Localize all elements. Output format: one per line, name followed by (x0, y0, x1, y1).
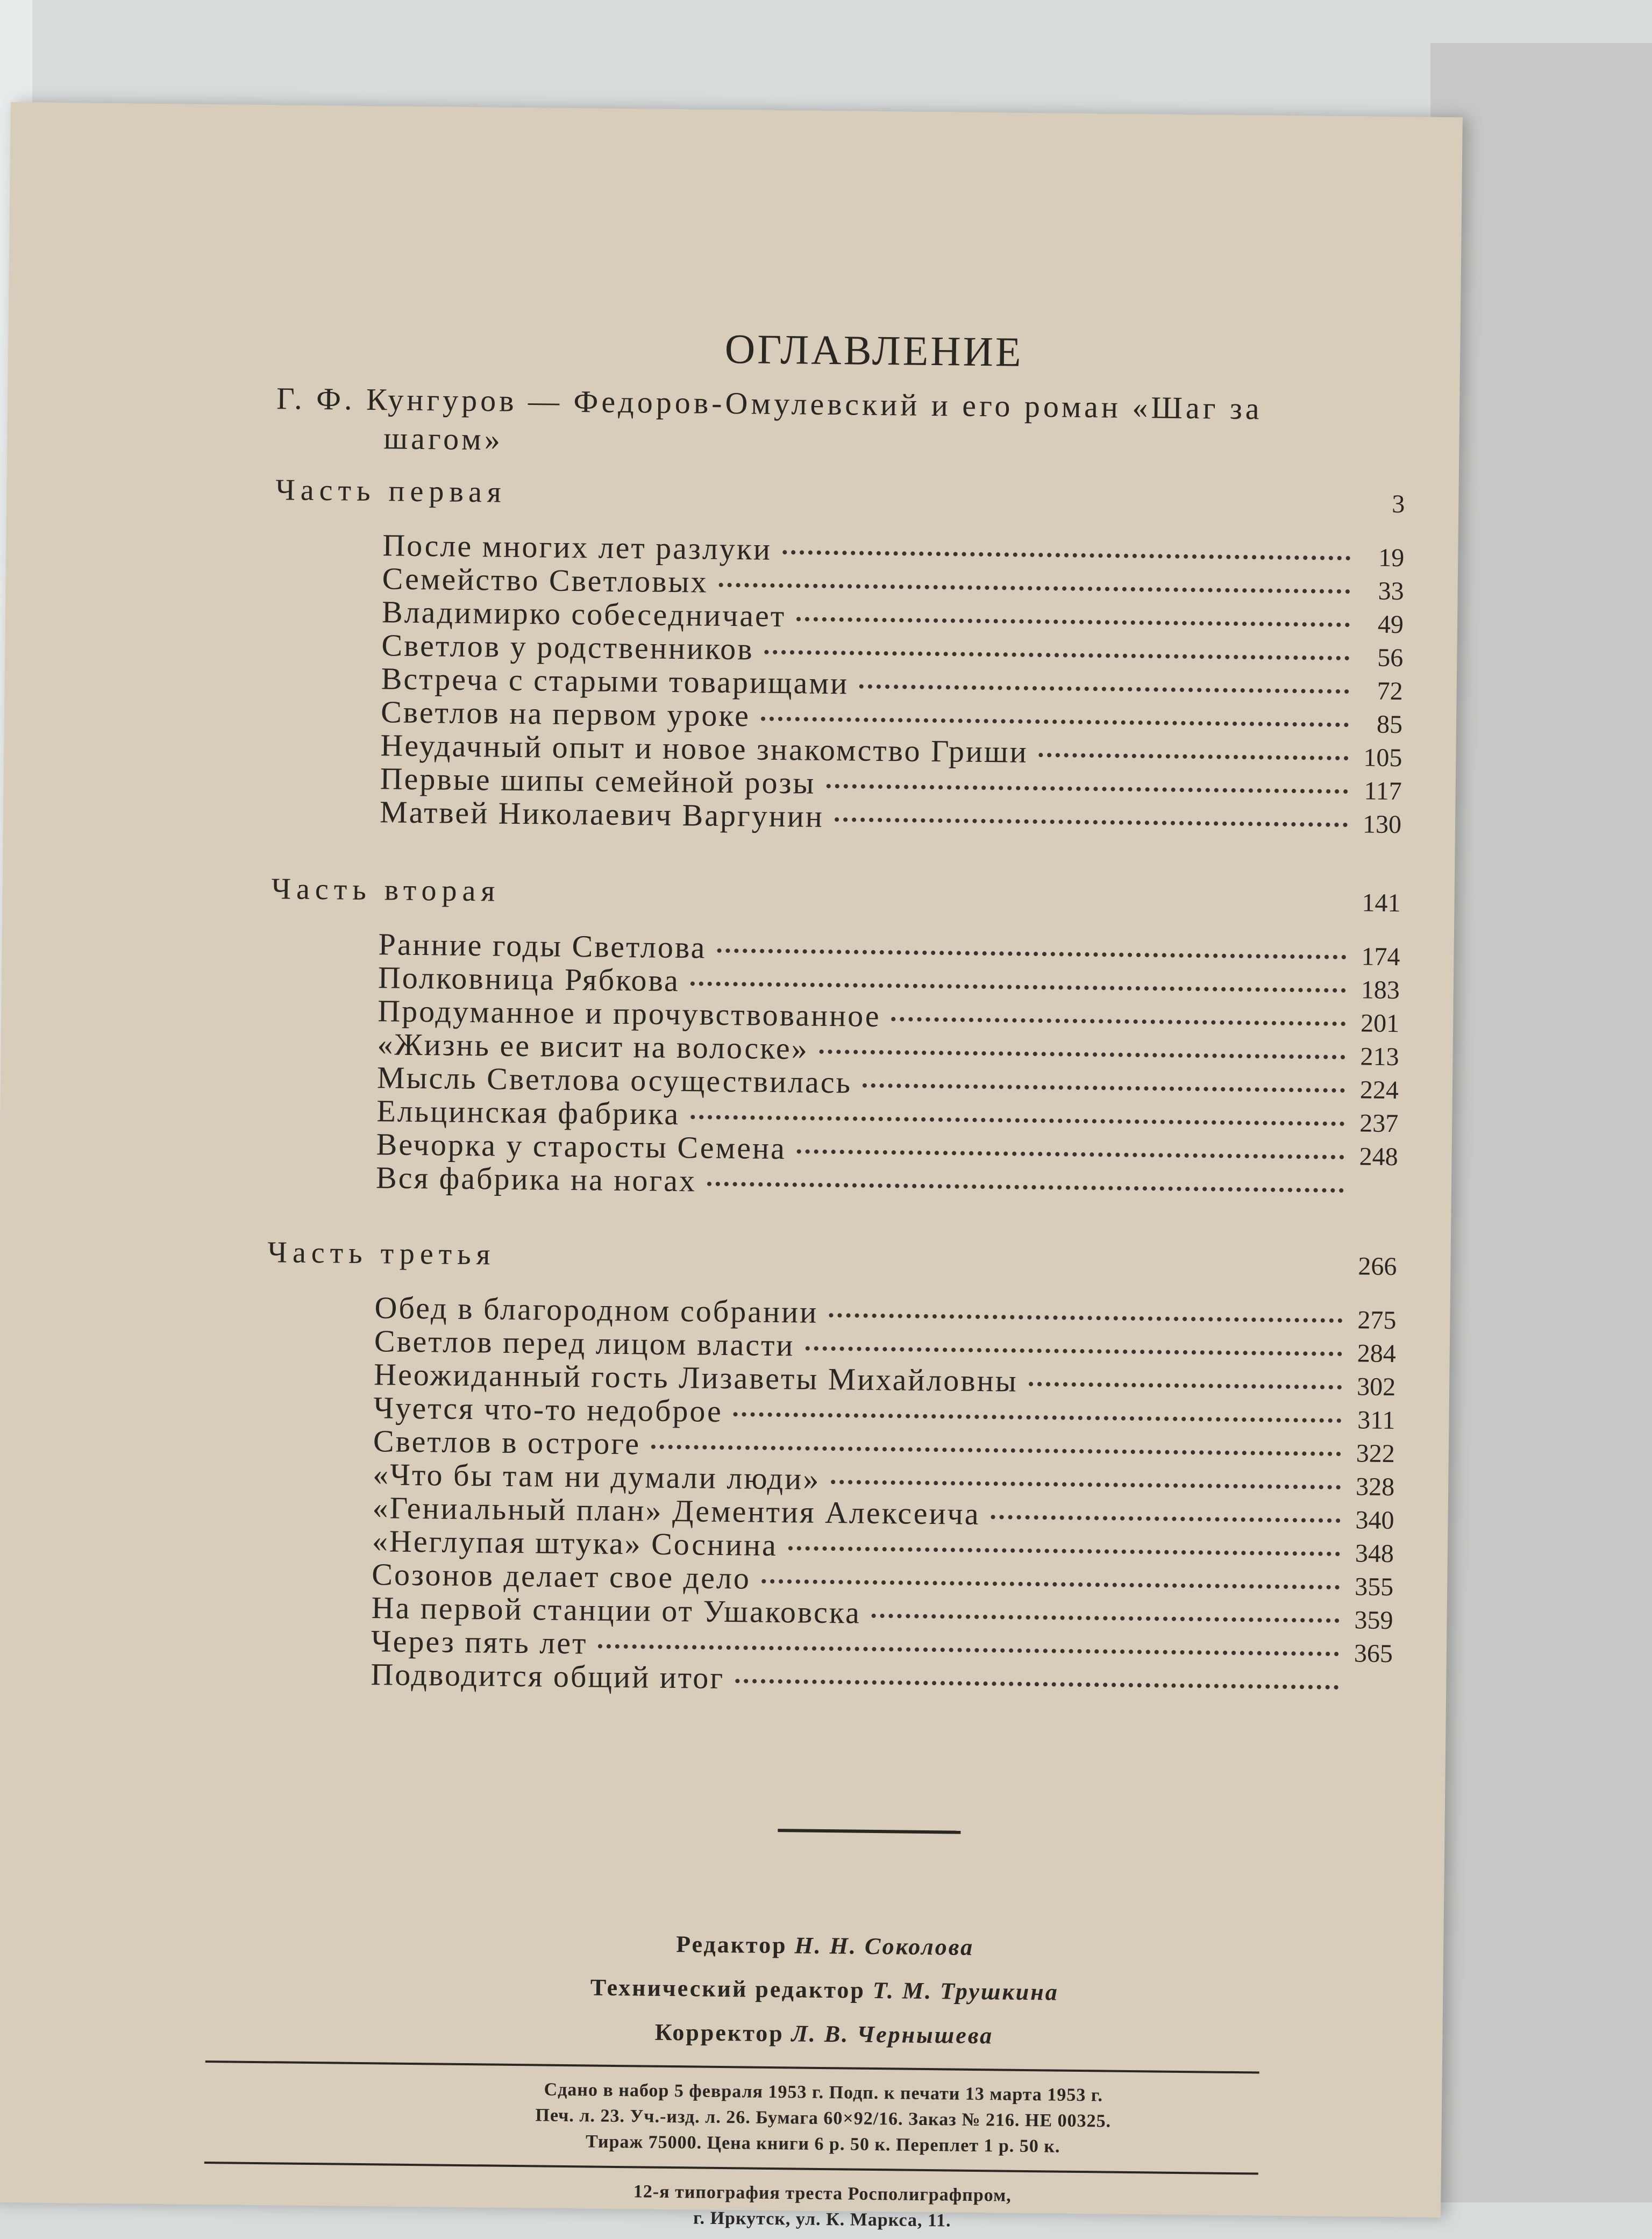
entry-title: Вся фабрика на ногах (375, 1160, 697, 1199)
intro-line-2: шагом» (383, 420, 504, 457)
dot-leader (991, 1515, 1340, 1523)
part-heading (271, 872, 1401, 918)
book-page (0, 102, 1463, 2231)
entry-title: Ранние годы Светлова (378, 926, 707, 965)
dot-leader (872, 1614, 1340, 1623)
entry-title: Мысль Светлова осуществилась (376, 1060, 852, 1100)
entry-page: 33 (1378, 576, 1404, 606)
entry-page: 224 (1359, 1075, 1399, 1105)
parts-list (263, 473, 1405, 1728)
entry-page: 237 (1359, 1109, 1399, 1138)
entry-page: 105 (1363, 743, 1402, 773)
dot-leader (829, 1313, 1342, 1323)
toc-title: ОГЛАВЛЕНИЕ (724, 325, 1024, 375)
entry-page: 328 (1355, 1472, 1395, 1502)
entry-title: Чуется что-то недоброе (373, 1390, 723, 1429)
entry-page: 275 (1357, 1306, 1397, 1335)
table-of-contents (258, 320, 1407, 2238)
entry-title: Светлов у родственников (381, 628, 754, 667)
dot-leader (805, 1346, 1342, 1356)
imprint-line-1: Сдано в набор 5 февраля 1953 г. Подп. к печати 13 марта 1953 г. (544, 2079, 1103, 2106)
entry-title: Владимирко собеседничает (381, 594, 786, 634)
editor-label: Редактор (675, 1931, 787, 1959)
entry-page: 322 (1356, 1439, 1395, 1468)
tech-editor-label: Технический редактор (590, 1974, 866, 2003)
dot-leader (859, 684, 1349, 694)
entry-title: Подводится общий итог (371, 1657, 725, 1696)
dot-leader (820, 1050, 1345, 1059)
entry-title: Семейство Светловых (382, 561, 708, 600)
entry-page: 365 (1354, 1639, 1393, 1668)
entry-title: «Неглупая штука» Соснина (372, 1523, 778, 1563)
entry-page: 174 (1361, 942, 1400, 972)
dot-leader (788, 1546, 1340, 1556)
entry-page: 248 (1359, 1142, 1398, 1172)
entry-page: 183 (1361, 975, 1400, 1005)
corrector-name: Л. В. Чернышева (791, 2020, 994, 2049)
imprint-rule-top (205, 2060, 1259, 2074)
dot-leader (735, 1679, 1338, 1689)
imprint-line-3: Тираж 75000. Цена книги 6 р. 50 к. Переплет 1 р. 50 к. (585, 2131, 1060, 2157)
dot-leader (690, 1115, 1344, 1126)
dot-leader (707, 1182, 1344, 1193)
entry-title: «Гениальный план» Дементия Алексеича (372, 1490, 980, 1532)
entry-title: Встреча с старыми товарищами (381, 661, 849, 701)
part-title: Часть вторая (271, 872, 501, 908)
entry-title: Светлов на первом уроке (380, 694, 751, 733)
part-page: 3 (1392, 489, 1405, 519)
dot-leader (761, 1579, 1340, 1589)
entry-title: Полковница Рябкова (378, 960, 680, 999)
entry-title: Продуманное и прочувствованное (378, 993, 881, 1034)
entry-page: 348 (1355, 1539, 1394, 1568)
entry-page: 311 (1357, 1406, 1395, 1435)
dot-leader (782, 550, 1350, 560)
dot-leader (734, 1412, 1342, 1423)
credits-block (259, 1918, 1390, 2062)
dot-leader (717, 949, 1346, 959)
part-heading (275, 473, 1405, 519)
entry-title: Ельцинская фабрика (376, 1093, 680, 1132)
entry-page: 284 (1357, 1339, 1397, 1368)
dot-leader (835, 817, 1348, 827)
entry-title: Светлов перед лицом власти (374, 1323, 795, 1363)
dot-leader (1039, 753, 1349, 760)
printer-block (258, 2175, 1387, 2238)
dot-leader (797, 1149, 1344, 1159)
entry-title: «Жизнь ее висит на волоске» (377, 1026, 809, 1066)
corrector-label: Корректор (654, 2019, 785, 2047)
entry-title: «Что бы там ни думали люди» (372, 1457, 821, 1496)
entry-title: Матвей Николаевич Варгунин (379, 794, 824, 834)
printer-line-2: г. Иркутск, ул. К. Маркса, 11. (693, 2208, 951, 2231)
intro-entry (276, 379, 1406, 468)
entry-title: Неожиданный гость Лизаветы Михайловны (373, 1357, 1019, 1399)
imprint-rule-bottom (204, 2162, 1258, 2175)
part-heading (267, 1235, 1397, 1281)
entry-title: Созонов делает свое дело (372, 1557, 751, 1596)
dot-leader (1029, 1382, 1342, 1389)
dot-leader (892, 1017, 1346, 1026)
entry-page: 49 (1377, 610, 1404, 639)
entry-title: Неудачный опыт и новое знакомство Гриши (380, 728, 1029, 769)
dot-leader (598, 1644, 1339, 1656)
dot-leader (796, 617, 1350, 627)
part-page: 266 (1358, 1252, 1397, 1281)
entry-page (1355, 1198, 1398, 1199)
part-title: Часть третья (267, 1236, 496, 1272)
entry-page: 201 (1360, 1009, 1400, 1038)
entry-title: Светлов в остроге (373, 1423, 641, 1461)
facing-page (1430, 43, 1652, 2202)
entry-page: 72 (1377, 676, 1403, 706)
entry-title: После многих лет разлуки (382, 527, 772, 567)
entry-page: 302 (1356, 1372, 1396, 1402)
entry-page: 85 (1376, 710, 1403, 739)
entry-page: 117 (1364, 776, 1402, 806)
dot-leader (761, 717, 1349, 727)
entry-title: Через пять лет (371, 1623, 588, 1661)
editor-name: Н. Н. Соколова (794, 1932, 974, 1960)
entry-page: 19 (1378, 543, 1405, 573)
separator-rule (778, 1829, 960, 1834)
entry-page: 355 (1354, 1572, 1394, 1602)
entry-title: Обед в благородном собрании (374, 1290, 818, 1330)
entry-title: Вечорка у старосты Семена (376, 1126, 787, 1166)
entry-title: На первой станции от Ушаковска (371, 1590, 861, 1630)
dot-leader (719, 583, 1350, 594)
dot-leader (863, 1083, 1345, 1093)
imprint-block (258, 2074, 1388, 2163)
entry-page: 359 (1354, 1606, 1393, 1635)
dot-leader (764, 650, 1349, 660)
dot-leader (826, 784, 1348, 794)
intro-line-1: Г. Ф. Кунгуров — Федоров-Омулевский и его роман «Шаг за (276, 381, 1263, 426)
tech-editor-name: Т. М. Трушкина (872, 1977, 1059, 2006)
part-page: 141 (1362, 888, 1401, 918)
entry-page: 130 (1362, 810, 1402, 839)
dot-leader (651, 1445, 1341, 1456)
dot-leader (690, 981, 1346, 993)
part-title: Часть первая (275, 473, 507, 509)
imprint-line-2: Печ. л. 23. Уч.-изд. л. 26. Бумага 60×92/16. Заказ № 216. НЕ 00325. (535, 2105, 1112, 2131)
entry-page: 56 (1377, 643, 1404, 673)
entry-page: 340 (1355, 1506, 1394, 1535)
dot-leader (831, 1480, 1341, 1489)
printer-line-1: 12-я типография треста Росполиграфпром, (633, 2181, 1012, 2206)
entry-title: Первые шипы семейной розы (380, 761, 816, 801)
entry-page: 213 (1360, 1042, 1399, 1072)
